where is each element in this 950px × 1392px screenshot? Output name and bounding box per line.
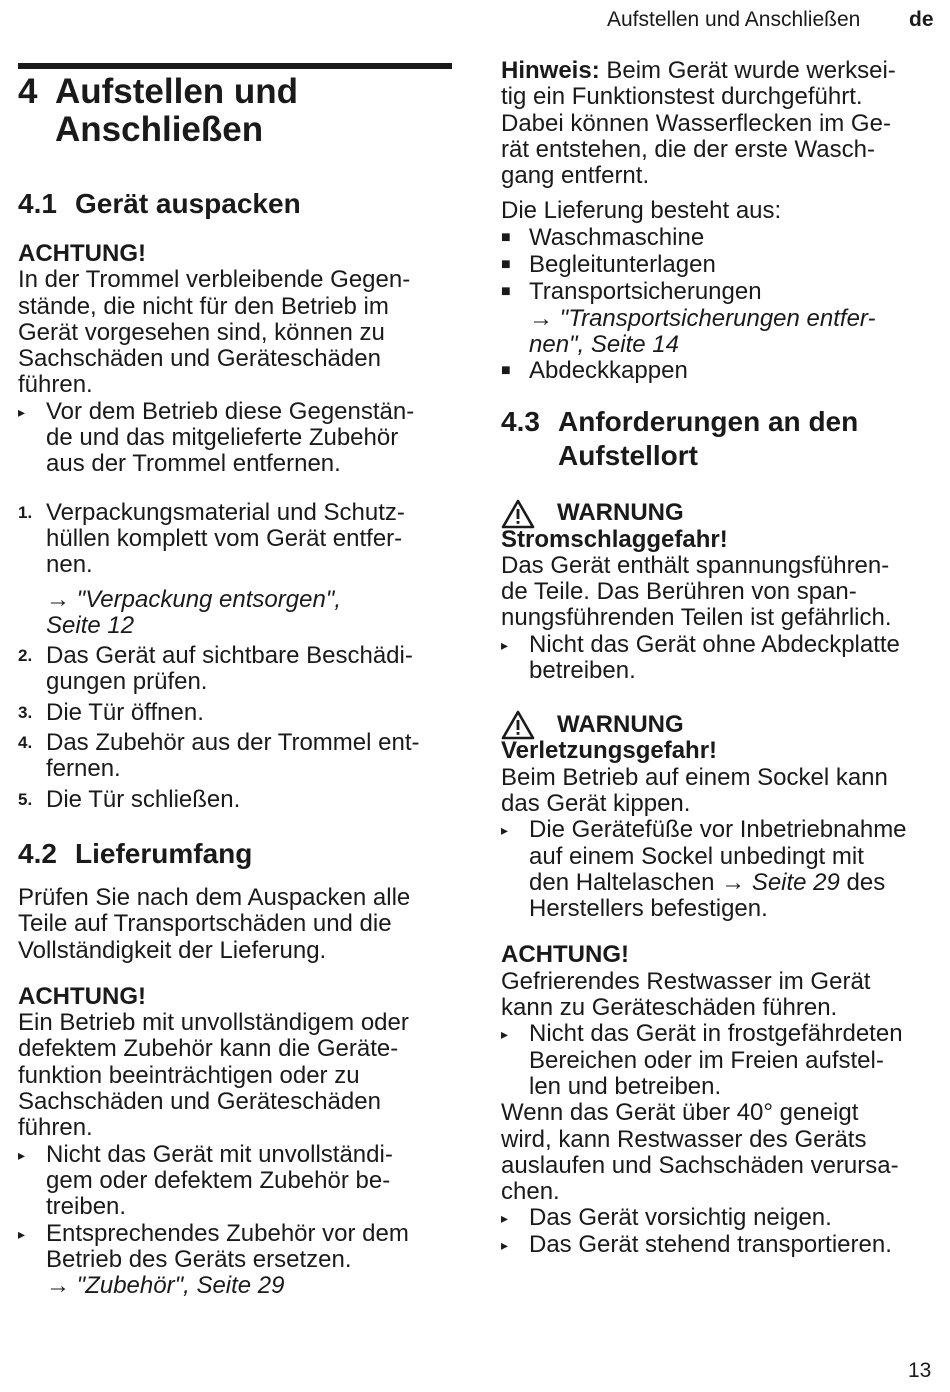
text-line [529,870,907,896]
action-item [501,1232,941,1258]
warning-header [501,501,941,527]
text-line: Gerät vorgesehen sind, können zu [18,318,385,346]
text-line: Prüfen Sie nach dem Auspacken alle [18,883,411,911]
text-line: Das Gerät stehend transportieren. [529,1230,892,1258]
left-column [18,73,454,1299]
bullet-marker-icon: ▸ [501,822,509,839]
text-line: len und betreiben. [529,1072,722,1100]
section-title: Gerät auspacken [75,188,301,219]
bullet-marker-icon: ▸ [501,1210,509,1227]
steps-list [18,500,454,813]
text-line: Vollständigkeit der Lieferung. [18,936,327,964]
text-line: Nicht das Gerät mit unvollständi- [46,1140,393,1168]
warning-triangle-icon [501,710,535,740]
section-number: 4.3 [501,405,540,437]
text-line: hüllen komplett vom Gerät entfer- [46,524,403,552]
text-line: Die Tür schließen. [46,785,241,813]
cross-reference-link[interactable] [18,587,454,640]
text-line: Das Gerät vorsichtig neigen. [529,1204,832,1232]
action-item [501,1205,941,1231]
text-line: Die Tür öffnen. [46,698,204,726]
text-line: Gefrierendes Restwasser im Gerät [501,967,871,995]
section-title-line-1: Anforderungen an den [558,405,859,437]
text-line: Beim Betrieb auf einem Sockel kann [501,763,888,791]
text-line: kann zu Geräteschäden führen. [501,994,838,1022]
warning-injury [501,712,941,922]
section-number: 4.2 [18,837,57,869]
text-line: chen. [501,1178,560,1206]
text-line: betreiben. [529,657,636,685]
text-line: Sachschäden und Geräteschäden [18,1088,381,1116]
list-item-label: Begleitunterlagen [529,251,716,279]
warning-electric-shock [501,501,941,685]
text-line: de Teile. Das Berühren von span- [501,578,857,606]
list-item [501,358,941,384]
square-bullet-icon: ■ [501,228,511,246]
text-line: Vor dem Betrieb diese Gegenstän- [46,397,415,425]
chapter-title-line-1: Aufstellen und [55,72,299,111]
step-item [18,730,454,783]
section-heading-4-3 [501,405,941,473]
step-number: 5. [18,789,33,809]
text-line: Teile auf Transportschäden und die [18,910,392,938]
chapter-title-line-2: Anschließen [55,110,264,149]
text-line: aus der Trommel entfernen. [46,450,341,478]
list-item [501,252,941,278]
reference-text: "Verpackung entsorgen", [76,585,341,613]
text-line: führen. [18,371,93,399]
step-number: 3. [18,702,33,722]
list-item [501,279,941,358]
step-number: 1. [18,502,33,522]
arrow-icon: → [46,1272,70,1300]
bullet-marker-icon: ▸ [501,636,509,653]
running-header-title: Aufstellen und Anschließen [607,8,861,31]
section-heading-4-2 [18,837,454,871]
text-line: führen. [18,1114,93,1142]
arrow-icon: → [721,868,746,896]
action-item [18,399,454,478]
text-line: Betrieb des Geräts ersetzen. [46,1245,352,1273]
warning-header [501,712,941,738]
text-line: das Gerät kippen. [501,789,691,817]
section-heading-4-1 [18,187,454,221]
text-line: Herstellers befestigen. [529,895,768,923]
text-fragment: den Haltelaschen [529,868,722,896]
text-line: tig ein Funktionstest durchgeführt. [501,83,863,111]
reference-text: "Transportsicherungen entfer- [559,304,876,332]
text-line: Nicht das Gerät in frostgefährdeten [529,1020,903,1048]
text-line: auf einem Sockel unbedingt mit [529,842,864,870]
step-item [18,500,454,579]
hint-label: Hinweis: [501,57,600,84]
text-line: Die Gerätefüße vor Inbetriebnahme [529,816,907,844]
text-line: Ein Betrieb mit unvollständigem oder [18,1009,409,1037]
step-item [18,643,454,696]
text-line: Verpackungsmaterial und Schutz- [46,498,405,526]
notice-frost [501,942,941,1258]
text-line: nen. [46,551,93,579]
chapter-number: 4 [18,72,38,111]
text-line: stände, die nicht für den Betrieb im [18,292,389,320]
step-item [18,700,454,726]
text-fragment: des [839,868,886,896]
text-line: rät entstehen, die der erste Wasch- [501,135,875,163]
notice-text [18,267,454,398]
list-item-label: Transportsicherungen [529,278,762,306]
section-number: 4.1 [18,188,57,219]
notice-4-1 [18,241,454,478]
warning-label: WARNUNG [557,499,684,527]
text-line: In der Trommel verbleibende Gegen- [18,266,411,294]
warning-label: WARNUNG [557,711,684,739]
text-line: wird, kann Restwasser des Geräts [501,1125,867,1153]
text-line: auslaufen und Sachschäden verursa- [501,1151,899,1179]
delivery-intro [18,885,454,964]
action-item [18,1221,454,1300]
text-line: gungen prüfen. [46,668,208,696]
text-line: Sachschäden und Geräteschäden [18,345,381,373]
text-line: Bereichen oder im Freien aufstel- [529,1046,884,1074]
bullet-marker-icon: ▸ [18,1146,26,1163]
delivery-list [501,198,941,384]
chapter-heading [18,73,454,149]
action-item [501,632,941,685]
cross-reference-link[interactable] [529,306,875,332]
text-line: Das Gerät enthält spannungsführen- [501,551,890,579]
reference-text: "Zubehör", Seite 29 [76,1272,285,1300]
warning-title: Verletzungsgefahr! [501,737,718,765]
reference-text: Seite 12 [46,611,135,639]
notice-label: ACHTUNG! [18,240,146,267]
page-number: 13 [908,1359,932,1382]
chapter-rule [18,63,452,69]
notice-label: ACHTUNG! [501,941,629,969]
notice-label: ACHTUNG! [18,982,146,1010]
bullet-marker-icon: ▸ [18,1225,26,1242]
bullet-marker-icon: ▸ [501,1026,509,1043]
bullet-marker-icon: ▸ [18,403,26,420]
cross-reference-link[interactable] [46,1273,409,1299]
list-item-label: Abdeckkappen [529,357,688,385]
step-item [18,787,454,813]
text-line: Das Gerät auf sichtbare Beschädi- [46,642,413,670]
square-bullet-icon: ■ [501,362,511,380]
step-number: 2. [18,646,33,666]
notice-4-2 [18,984,454,1300]
text-line: funktion beeinträchtigen oder zu [18,1061,360,1089]
square-bullet-icon: ■ [501,256,511,274]
arrow-icon: → [529,304,553,332]
list-item-label: Waschmaschine [529,223,705,251]
right-column [501,58,941,1258]
delivery-intro: Die Lieferung besteht aus: [501,197,782,225]
step-number: 4. [18,733,33,753]
text-line: nungsführenden Teilen ist gefährlich. [501,604,892,632]
text-line: de und das mitgelieferte Zubehör [46,424,399,452]
language-code: de [909,8,934,31]
text-line: defektem Zubehör kann die Geräte- [18,1035,399,1063]
bullet-marker-icon: ▸ [501,1236,509,1253]
action-item [501,817,941,922]
reference-text: Seite 29 [751,868,840,896]
text-line: gem oder defektem Zubehör be- [46,1166,391,1194]
text-line: fernen. [46,755,121,783]
square-bullet-icon: ■ [501,283,511,301]
reference-text: nen", Seite 14 [529,330,679,358]
text-line: treiben. [46,1193,127,1221]
text-line: Das Zubehör aus der Trommel ent- [46,729,420,757]
list-item [501,225,941,251]
section-title: Lieferumfang [75,837,253,869]
text-line: Entsprechendes Zubehör vor dem [46,1219,409,1247]
text-line: Dabei können Wasserflecken im Ge- [501,109,891,137]
text-line: Wenn das Gerät über 40° geneigt [501,1099,859,1127]
cross-reference-link[interactable] [721,869,840,896]
text-line: Nicht das Gerät ohne Abdeckplatte [529,630,900,658]
arrow-icon: → [46,585,70,613]
text-line: Beim Gerät wurde werksei- [599,57,896,84]
hint-box [501,58,941,189]
text-line: gang entfernt. [501,162,650,190]
warning-triangle-icon [501,499,535,529]
action-item [18,1142,454,1221]
warning-title: Stromschlaggefahr! [501,525,728,553]
section-title-line-2: Aufstellort [558,439,698,471]
action-item [501,1021,941,1100]
